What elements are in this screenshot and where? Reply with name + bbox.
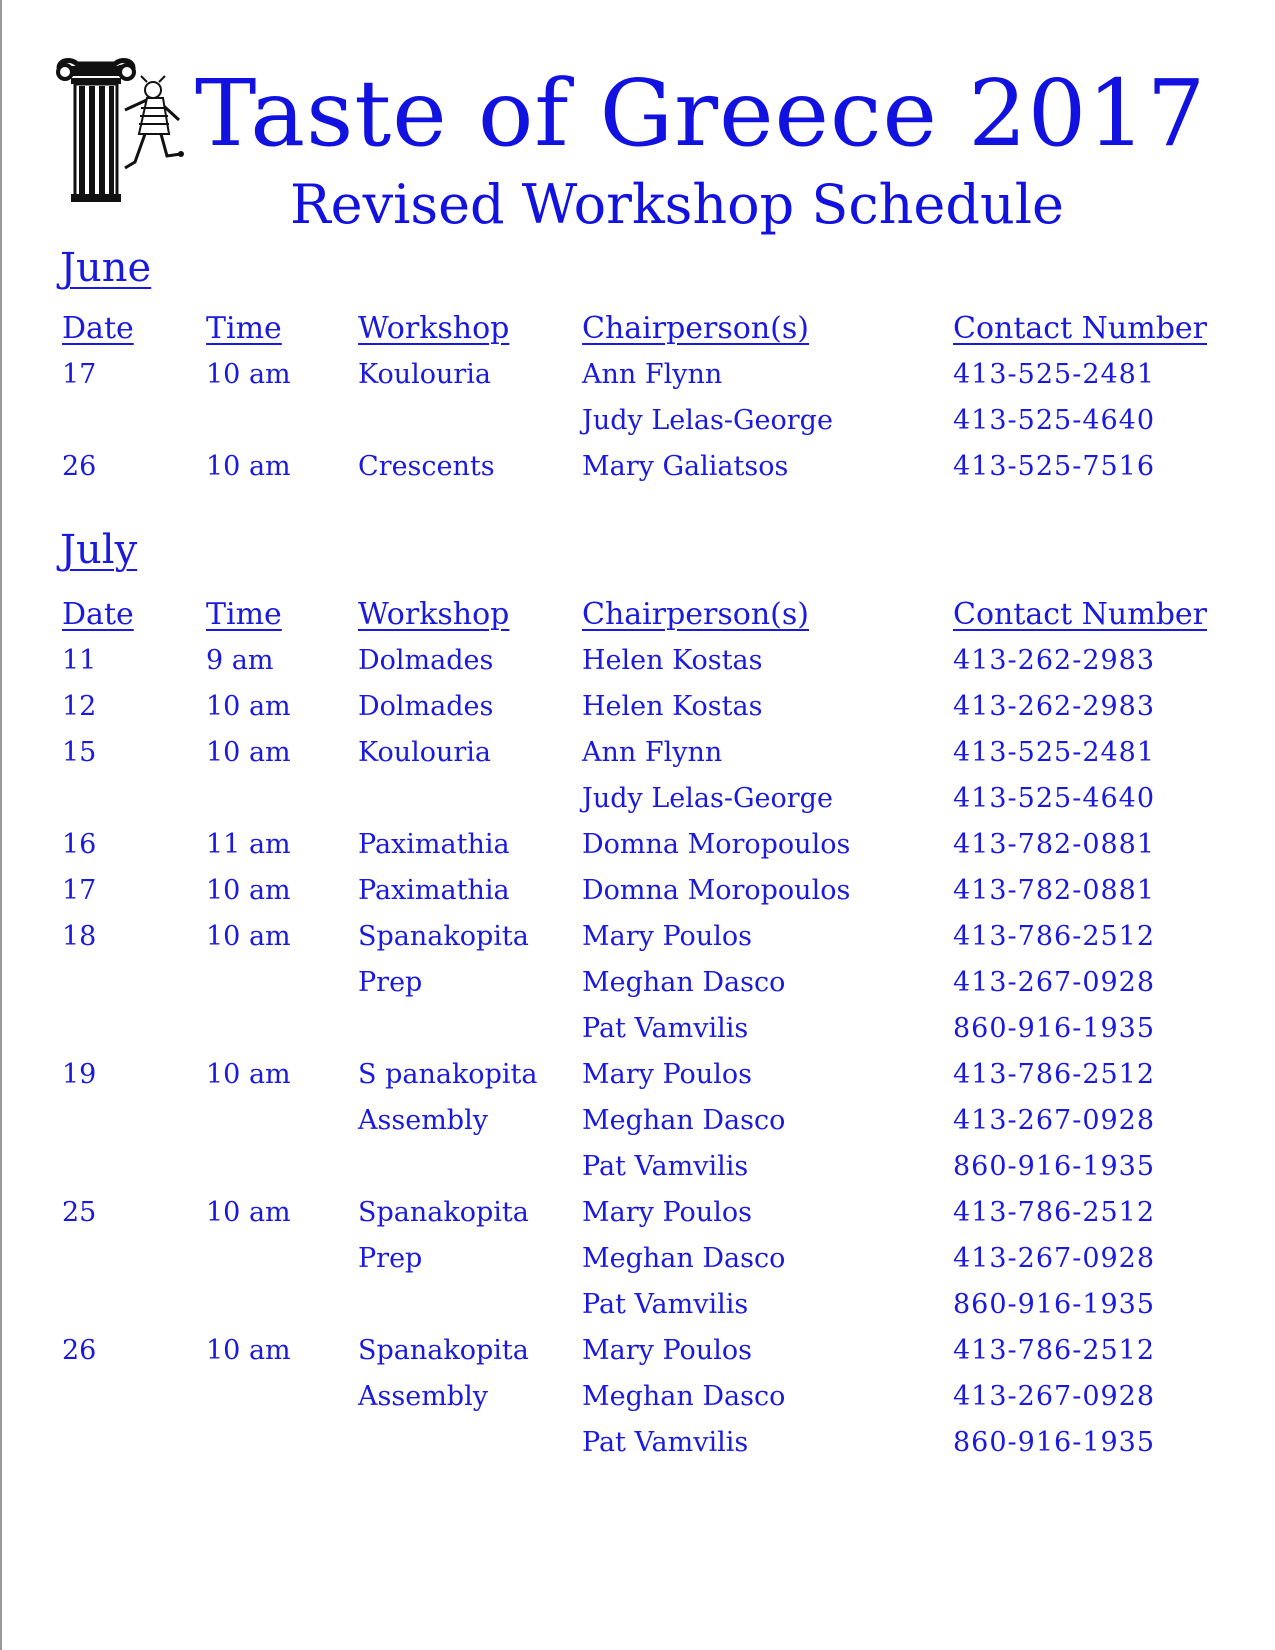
row-chairperson: Pat Vamvilis <box>582 1151 749 1182</box>
row-chairperson: Helen Kostas <box>582 645 763 676</box>
table-row <box>0 776 1275 822</box>
row-workshop: S panakopita <box>358 1059 538 1090</box>
row-contact-number: 413-782-0881 <box>953 875 1156 906</box>
header-time: Time <box>206 311 282 346</box>
row-date: 15 <box>62 737 97 768</box>
row-chairperson: Helen Kostas <box>582 691 763 722</box>
row-chairperson: Judy Lelas-George <box>582 783 833 814</box>
header-date: Date <box>62 311 134 346</box>
row-date: 17 <box>62 875 97 906</box>
row-date: 26 <box>62 1335 97 1366</box>
row-contact-number: 413-267-0928 <box>953 1243 1156 1274</box>
table-row <box>0 1098 1275 1144</box>
row-contact-number: 413-525-7516 <box>953 451 1156 482</box>
row-contact-number: 413-525-2481 <box>953 359 1156 390</box>
row-contact-number: 860-916-1935 <box>953 1151 1156 1182</box>
row-contact-number: 413-782-0881 <box>953 829 1156 860</box>
row-time: 10 am <box>206 1059 291 1090</box>
row-contact-number: 413-267-0928 <box>953 1105 1156 1136</box>
header-chairperson: Chairperson(s) <box>582 311 809 346</box>
table-row <box>0 822 1275 868</box>
row-chairperson: Pat Vamvilis <box>582 1427 749 1458</box>
row-chairperson: Domna Moropoulos <box>582 829 851 860</box>
ionic-column-dancer-logo <box>55 58 187 204</box>
table-header-row <box>0 592 1275 638</box>
row-workshop: Dolmades <box>358 691 494 722</box>
table-row <box>0 684 1275 730</box>
table-row <box>0 730 1275 776</box>
row-chairperson: Mary Poulos <box>582 1335 752 1366</box>
row-workshop: Koulouria <box>358 359 492 390</box>
row-time: 10 am <box>206 691 291 722</box>
header-contact-number: Contact Number <box>953 597 1207 632</box>
table-row <box>0 1420 1275 1466</box>
row-workshop: Prep <box>358 1243 423 1274</box>
row-time: 9 am <box>206 645 274 676</box>
row-date: 12 <box>62 691 97 722</box>
row-time: 10 am <box>206 451 291 482</box>
row-workshop: Koulouria <box>358 737 492 768</box>
table-row <box>0 1374 1275 1420</box>
row-contact-number: 413-262-2983 <box>953 691 1156 722</box>
row-time: 11 am <box>206 829 291 860</box>
header-contact-number: Contact Number <box>953 311 1207 346</box>
row-contact-number: 860-916-1935 <box>953 1289 1156 1320</box>
row-contact-number: 860-916-1935 <box>953 1013 1156 1044</box>
row-chairperson: Meghan Dasco <box>582 1243 786 1274</box>
row-time: 10 am <box>206 737 291 768</box>
table-header-row <box>0 306 1275 352</box>
july-rows-container <box>0 638 1275 1466</box>
page-title: Taste of Greece 2017 <box>195 60 1207 167</box>
header-time: Time <box>206 597 282 632</box>
table-row <box>0 960 1275 1006</box>
row-workshop: Prep <box>358 967 423 998</box>
row-workshop: Spanakopita <box>358 1335 529 1366</box>
table-row <box>0 1190 1275 1236</box>
row-contact-number: 860-916-1935 <box>953 1427 1156 1458</box>
row-workshop: Spanakopita <box>358 1197 529 1228</box>
row-workshop: Dolmades <box>358 645 494 676</box>
row-workshop: Assembly <box>358 1105 488 1136</box>
table-row <box>0 1328 1275 1374</box>
row-workshop: Paximathia <box>358 829 510 860</box>
page-subtitle: Revised Workshop Schedule <box>290 173 1064 236</box>
row-contact-number: 413-786-2512 <box>953 1059 1156 1090</box>
table-row <box>0 1006 1275 1052</box>
month-heading-june: June <box>60 245 152 291</box>
table-row <box>0 868 1275 914</box>
row-contact-number: 413-525-2481 <box>953 737 1156 768</box>
july-schedule-table <box>0 592 1275 1466</box>
table-row <box>0 1236 1275 1282</box>
table-row <box>0 914 1275 960</box>
row-contact-number: 413-786-2512 <box>953 1335 1156 1366</box>
row-chairperson: Ann Flynn <box>582 737 723 768</box>
table-row <box>0 444 1275 490</box>
row-contact-number: 413-525-4640 <box>953 783 1156 814</box>
row-chairperson: Meghan Dasco <box>582 1381 786 1412</box>
row-date: 16 <box>62 829 97 860</box>
row-contact-number: 413-786-2512 <box>953 921 1156 952</box>
row-chairperson: Mary Poulos <box>582 921 752 952</box>
table-row <box>0 638 1275 684</box>
row-contact-number: 413-262-2983 <box>953 645 1156 676</box>
row-workshop: Paximathia <box>358 875 510 906</box>
row-date: 26 <box>62 451 97 482</box>
row-contact-number: 413-525-4640 <box>953 405 1156 436</box>
row-date: 11 <box>62 645 97 676</box>
row-chairperson: Pat Vamvilis <box>582 1289 749 1320</box>
row-chairperson: Pat Vamvilis <box>582 1013 749 1044</box>
row-time: 10 am <box>206 1335 291 1366</box>
row-chairperson: Mary Galiatsos <box>582 451 789 482</box>
row-date: 25 <box>62 1197 97 1228</box>
header-workshop: Workshop <box>358 311 510 346</box>
row-time: 10 am <box>206 921 291 952</box>
row-chairperson: Meghan Dasco <box>582 1105 786 1136</box>
row-chairperson: Domna Moropoulos <box>582 875 851 906</box>
row-workshop: Crescents <box>358 451 495 482</box>
row-time: 10 am <box>206 359 291 390</box>
header-chairperson: Chairperson(s) <box>582 597 809 632</box>
row-workshop: Spanakopita <box>358 921 529 952</box>
month-heading-july: July <box>60 527 138 573</box>
row-date: 19 <box>62 1059 97 1090</box>
header-workshop: Workshop <box>358 597 510 632</box>
header-date: Date <box>62 597 134 632</box>
row-chairperson: Meghan Dasco <box>582 967 786 998</box>
row-time: 10 am <box>206 1197 291 1228</box>
row-chairperson: Ann Flynn <box>582 359 723 390</box>
table-row <box>0 1282 1275 1328</box>
row-date: 17 <box>62 359 97 390</box>
row-time: 10 am <box>206 875 291 906</box>
row-workshop: Assembly <box>358 1381 488 1412</box>
row-chairperson: Mary Poulos <box>582 1059 752 1090</box>
row-chairperson: Judy Lelas-George <box>582 405 833 436</box>
table-row <box>0 1052 1275 1098</box>
row-contact-number: 413-267-0928 <box>953 967 1156 998</box>
row-contact-number: 413-267-0928 <box>953 1381 1156 1412</box>
row-chairperson: Mary Poulos <box>582 1197 752 1228</box>
row-date: 18 <box>62 921 97 952</box>
june-schedule-table <box>0 306 1275 490</box>
row-contact-number: 413-786-2512 <box>953 1197 1156 1228</box>
table-row <box>0 1144 1275 1190</box>
table-row <box>0 398 1275 444</box>
table-row <box>0 352 1275 398</box>
